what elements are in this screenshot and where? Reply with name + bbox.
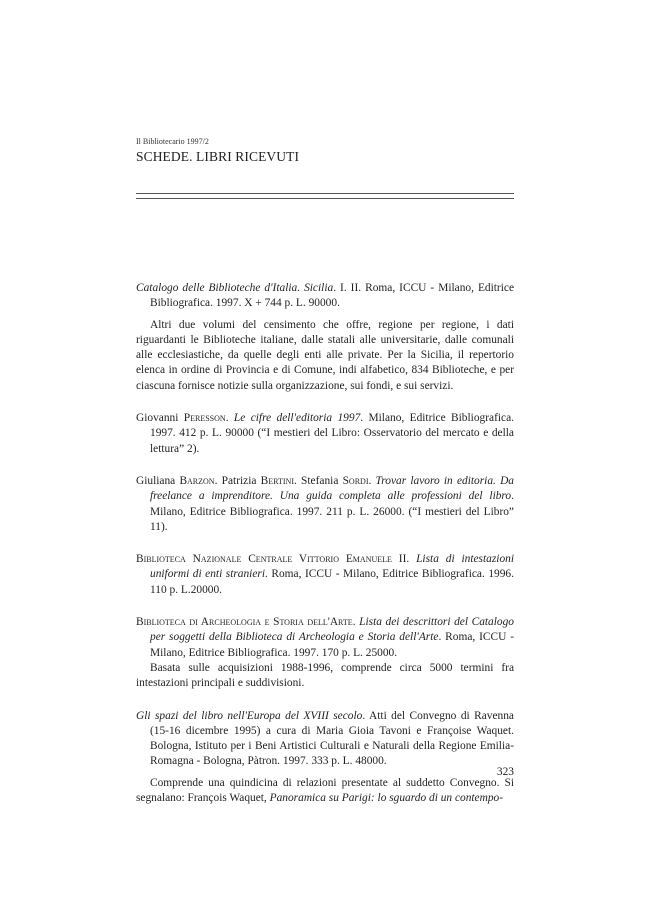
header-rule-top [136,193,514,194]
entry-details: . I. II. Roma, ICCU - Milano, Editrice Bibliografica. 1997. X + 744 p. L. 90000. [150,282,514,310]
entry-title: Trovar lavoro in editoria. Da freelance a imprenditore. Una guida completa alle professioni del libro [150,474,514,503]
entry-note: Altri due volumi del censimento che offre, regione per regione, i dati riguardanti le Biblioteche italiane, dalle statali alle universitarie, dalle comunali alle ecclesiastiche, da quelle degli enti alle private. Per la Sicilia, il repertorio elenca in ordine di Provincia e di Comune, indi alfabetico, 834 Biblioteche, e per ciascuna fornisce notizie sulla organizzazione, sui fondi, e sui servizi. [136,318,514,392]
page-number: 323 [496,766,514,778]
entry-author-first: Giovanni [136,412,184,425]
entry-corporate-author: Biblioteca Nazionale Centrale Vittorio Emanuele II [136,553,407,566]
entry-details: . Roma, ICCU - Milano, Editrice Bibliografica. 1997. 170 p. L. 25000. [150,631,514,659]
entry-title: Lista di intestazioni uniformi di enti stranieri [150,553,515,581]
header-rule-bottom [136,198,514,199]
entry-details: . Roma, ICCU - Milano, Editrice Bibliografica. 1996. 110 p. L.20000. [150,568,514,596]
entry-title: Catalogo delle Biblioteche d'Italia. Sicilia [136,282,334,294]
section-title: SCHEDE. LIBRI RICEVUTI [136,149,300,164]
entry-details: . Atti del Convegno di Ravenna (15-16 dicembre 1995) a cura di Maria Gioia Tavoni e Françoise Waquet. Bologna, Istituto per i Beni Artistici Culturali e Naturali della Regione Emilia-Romagna - Bologna, Pàtron. 1997. 333 p. L. 48000. [150,709,514,768]
entry-title: Le cifre dell'editoria 1997 [233,412,361,425]
entry-corporate-author: Biblioteca di Archeologia e Storia dell'Arte [136,616,353,629]
entry-spazi-del-libro [136,709,514,770]
entry-catalogo-sicilia [136,281,514,312]
entry-title: Gli spazi del libro nell'Europa del XVIII secolo [136,709,363,722]
entry-author-last: Bertini [260,474,294,487]
entry-cifre-editoria: Giovanni Peresson. Le cifre dell'editoria 1997. Milano, Editrice Bibliografica. 1997. 412 p. L. 90000 (“I mestieri del Libro: Osservatorio del mercato e della lettura” 2). [136,412,514,455]
entry-details: . Milano, Editrice Bibliografica. 1997. 211 p. L. 26000. (“I mestieri del Libro” 11). [150,490,514,533]
running-head: Il Bibliotecario 1997/2 [136,137,209,146]
entry-lista-descrittori: Biblioteca di Archeologia e Storia dell'Arte. Lista dei descrittori del Catalogo per soggetti della Biblioteca di Archeologia e Storia dell'Arte. Roma, ICCU - Milano, Editrice Bibliografica. 1997. 170 p. L. 25000. [136,616,514,659]
entry-lista-intestazioni: Biblioteca Nazionale Centrale Vittorio Emanuele II. Lista di intestazioni uniformi di enti stranieri. Roma, ICCU - Milano, Editrice Bibliografica. 1996. 110 p. L.20000. [136,553,515,596]
entry-note: Basata sulle acquisizioni 1988-1996, comprende circa 5000 termini fra intestazioni principali e suddivisioni. [136,661,514,690]
entries-list [136,281,514,806]
entry-author-last: Peresson [183,412,226,425]
entry-trovar-lavoro: Giuliana Barzon. Patrizia Bertini. Stefania Sordi. Trovar lavoro in editoria. Da freelance a imprenditore. Una guida completa alle professioni del libro. Milano, Editrice Bibliografica. 1997. 211 p. L. 26000. (“I mestieri del Libro” 11). [136,474,514,533]
entry-note: Comprende una quindicina di relazioni presentate al suddetto Convegno. Si segnalano: François Waquet, Panoramica su Parigi: lo sguardo di un contempo- [136,776,514,805]
entry-title: Lista dei descrittori del Catalogo per soggetti della Biblioteca di Archeologia e Storia dell'Arte [150,616,514,644]
entry-details: . Milano, Editrice Bibliografica. 1997. 412 p. L. 90000 (“I mestieri del Libro: Osservatorio del mercato e della lettura” 2). [150,412,514,455]
entry-author-last: Barzon [179,474,215,487]
entry-author-last: Sordi [342,474,369,487]
